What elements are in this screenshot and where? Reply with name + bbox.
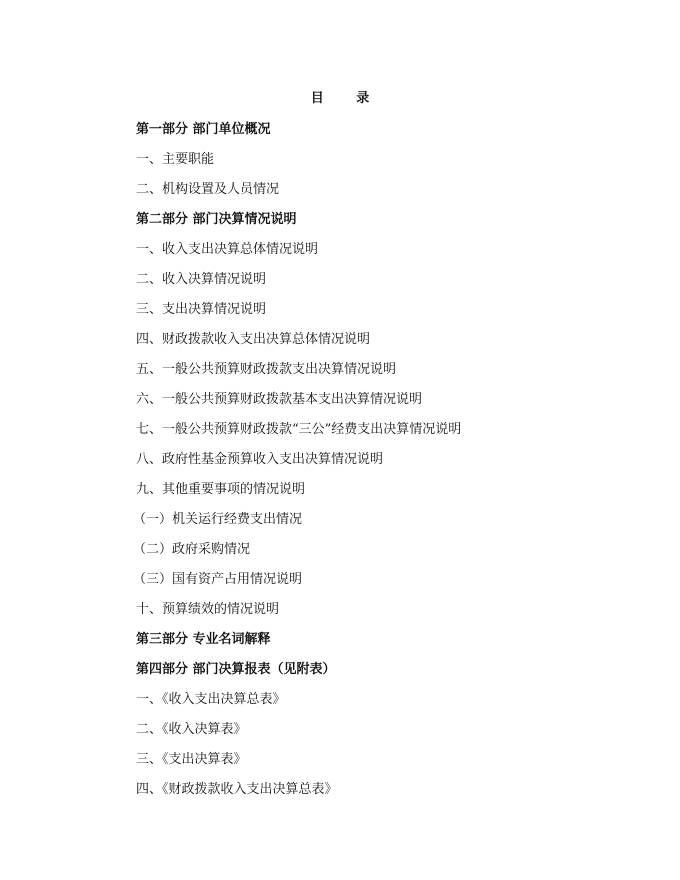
toc-part-heading: 第二部分 部门决算情况说明 (136, 212, 297, 227)
toc-part-heading: 第一部分 部门单位概况 (136, 122, 271, 137)
toc-item: 九、其他重要事项的情况说明 (136, 482, 306, 497)
toc-item: 四、财政拨款收入支出决算总体情况说明 (136, 332, 371, 347)
toc-item: 七、一般公共预算财政拨款“三公”经费支出决算情况说明 (136, 422, 462, 437)
toc-subitem: （一）机关运行经费支出情况 (133, 512, 303, 527)
toc-item: 一、收入支出决算总体情况说明 (136, 242, 319, 257)
toc-item: 八、政府性基金预算收入支出决算情况说明 (136, 452, 384, 467)
toc-item: 二、机构设置及人员情况 (136, 182, 280, 197)
toc-subitem: （二）政府采购情况 (133, 542, 251, 557)
toc-item: 一、主要职能 (136, 152, 215, 167)
toc-part-heading: 第四部分 部门决算报表（见附表） (136, 662, 336, 677)
toc-list (133, 120, 636, 810)
toc-item: 五、一般公共预算财政拨款支出决算情况说明 (136, 362, 397, 377)
toc-item: 二、《收入决算表》 (136, 722, 247, 737)
toc-item: 十、预算绩效的情况说明 (136, 602, 280, 617)
toc-item: 六、一般公共预算财政拨款基本支出决算情况说明 (136, 392, 423, 407)
toc-item: 四、《财政拨款收入支出决算总表》 (136, 782, 338, 797)
toc-item: 三、支出决算情况说明 (136, 302, 267, 317)
toc-item: 三、《支出决算表》 (136, 752, 247, 767)
toc-part-heading: 第三部分 专业名词解释 (136, 632, 271, 647)
toc-title: 目 录 (310, 91, 384, 106)
toc-item: 二、收入决算情况说明 (136, 272, 267, 287)
toc-item: 一、《收入支出决算总表》 (136, 692, 286, 707)
toc-subitem: （三）国有资产占用情况说明 (133, 572, 303, 587)
